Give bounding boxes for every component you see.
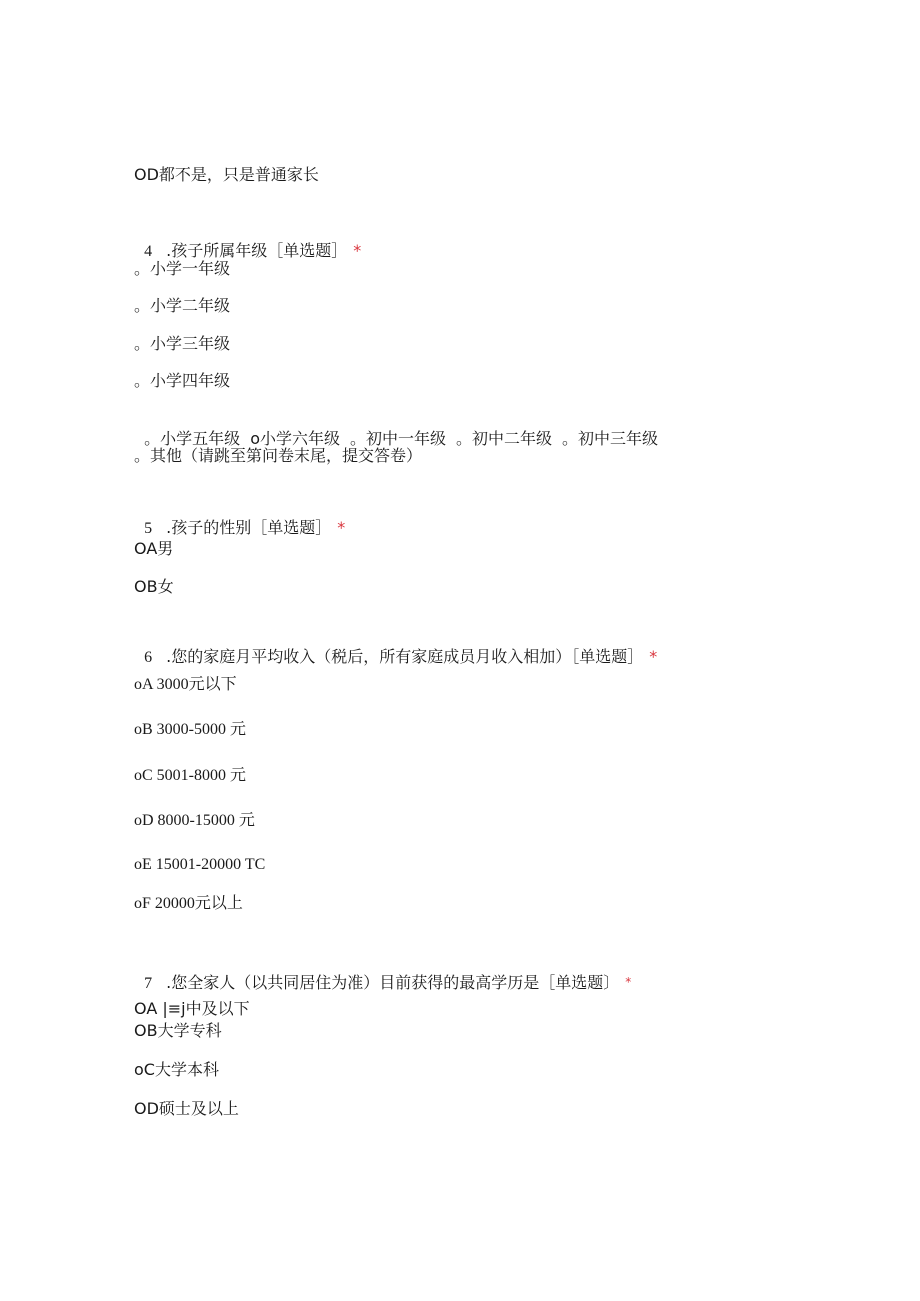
q6-title [134,627,657,668]
q4-option-7[interactable]: 。初中一年级 [349,429,446,448]
q7-required-mark: * [625,975,632,989]
q4-option-4[interactable]: 。小学四年级 [134,371,231,390]
q4-option-9[interactable]: 。初中三年级 [562,429,659,448]
q7-option-d[interactable]: OD硕士及以上 [134,1099,239,1118]
q4-option-3[interactable]: 。小学三年级 [134,334,231,353]
q4-option-2[interactable]: 。小学二年级 [134,296,231,315]
q6-option-f[interactable]: oF 20000元以上 [134,895,243,912]
q6-title-text: .您的家庭月平均收入（税后，所有家庭成员月收入相加）［单选题］ [166,647,644,666]
q5-title-text: .孩子的性别［单选题］ [166,518,332,537]
q5-number: 5 [144,520,153,537]
q5-option-a[interactable]: OA男 [134,539,174,558]
q6-option-a[interactable]: oA 3000元以下 [134,676,237,693]
q7-title-text: .您全家人（以共同居住为准）目前获得的最高学历是［单选题〕 [166,973,620,992]
q4-option-1[interactable]: 。小学一年级 [134,259,231,278]
q6-option-b[interactable]: oB 3000-5000 元 [134,721,247,738]
q4-option-6[interactable]: o小学六年级 [250,429,340,448]
q7-title [134,952,631,994]
q5-option-b[interactable]: OB女 [134,577,174,596]
q4-number: 4 [144,243,153,260]
q7-option-c[interactable]: oC大学本科 [134,1060,219,1079]
q5-title [134,498,345,539]
q4-option-8[interactable]: 。初中二年级 [456,429,553,448]
q7-option-b[interactable]: OB大学专科 [134,1021,222,1040]
q7-number: 7 [144,975,153,992]
q5-required-mark: * [337,518,346,537]
q4-required-mark: * [353,241,362,260]
q6-option-d[interactable]: oD 8000-15000 元 [134,812,255,829]
q6-number: 6 [144,649,153,666]
q3-option-d[interactable]: OD都不是，只是普通家长 [134,165,319,184]
q6-option-e[interactable]: oE 15001-20000 TC [134,856,266,873]
q4-option-5[interactable]: 。小学五年级 [144,429,241,448]
q4-title-text: .孩子所属年级［单选题］ [166,241,348,260]
q4-inline-options [134,409,668,449]
q7-option-a[interactable]: OA |≡j中及以下 [134,999,250,1018]
q4-option-other[interactable]: 。其他（请跳至第问卷末尾，提交答卷） [134,446,423,465]
q6-option-c[interactable]: oC 5001-8000 元 [134,767,247,784]
q4-title [134,221,361,262]
q6-required-mark: * [649,647,658,666]
